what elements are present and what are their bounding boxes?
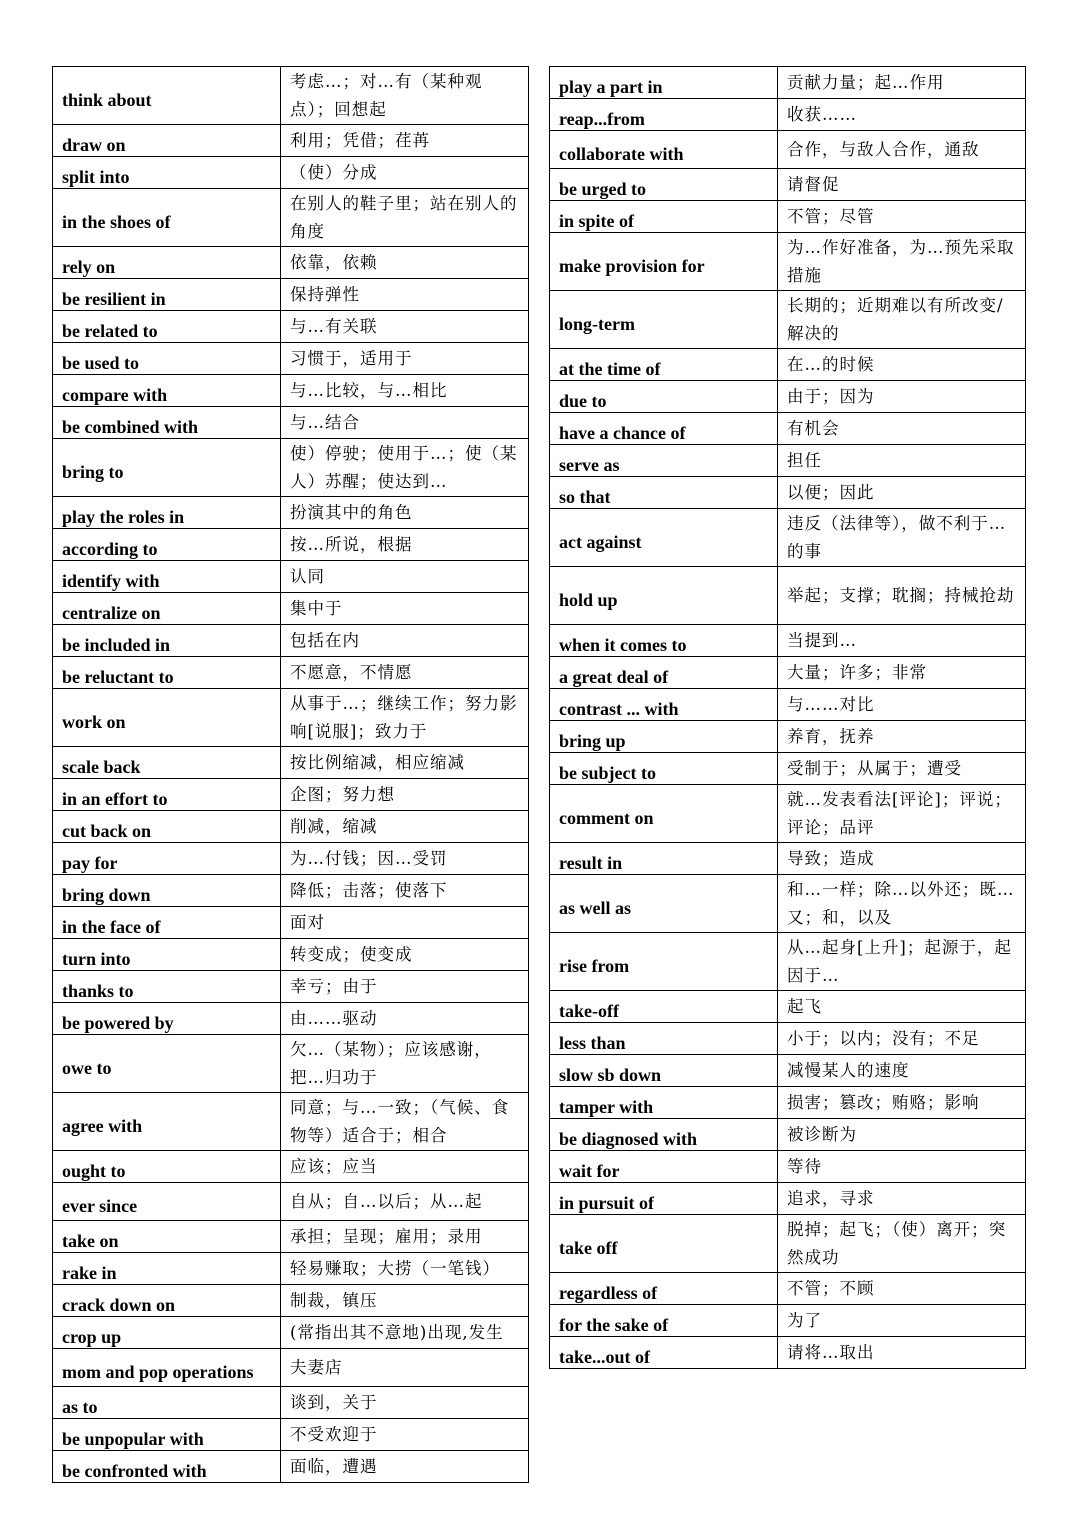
- table-row: [53, 1317, 529, 1349]
- phrase-english: split into: [53, 157, 281, 189]
- phrase-english: when it comes to: [550, 625, 778, 657]
- table-row: [550, 875, 1026, 933]
- phrase-english: rise from: [550, 933, 778, 991]
- table-row: [53, 439, 529, 497]
- phrase-chinese: （使）分成: [281, 157, 529, 189]
- phrase-chinese: 违反（法律等），做不利于…的事: [778, 509, 1026, 567]
- phrase-chinese: 为了: [778, 1305, 1026, 1337]
- phrase-english: as well as: [550, 875, 778, 933]
- phrase-english: due to: [550, 381, 778, 413]
- phrase-chinese: 扮演其中的角色: [281, 497, 529, 529]
- phrase-english: identify with: [53, 561, 281, 593]
- phrase-english: take on: [53, 1221, 281, 1253]
- phrase-chinese: 企图；努力想: [281, 779, 529, 811]
- phrase-english: work on: [53, 689, 281, 747]
- phrase-chinese: 请将…取出: [778, 1337, 1026, 1369]
- phrase-chinese: 保持弹性: [281, 279, 529, 311]
- phrase-chinese: 导致；造成: [778, 843, 1026, 875]
- phrase-english: be used to: [53, 343, 281, 375]
- phrase-chinese: 按…所说，根据: [281, 529, 529, 561]
- phrase-chinese: 轻易赚取；大捞（一笔钱）: [281, 1253, 529, 1285]
- phrase-english: take-off: [550, 991, 778, 1023]
- phrase-english: less than: [550, 1023, 778, 1055]
- table-row: [550, 721, 1026, 753]
- phrase-chinese: 不管；不顾: [778, 1273, 1026, 1305]
- table-row: [550, 1151, 1026, 1183]
- table-row: [550, 131, 1026, 169]
- phrase-english: as to: [53, 1387, 281, 1419]
- table-row: [53, 1003, 529, 1035]
- table-row: [550, 1055, 1026, 1087]
- table-row: [53, 343, 529, 375]
- table-row: [53, 875, 529, 907]
- table-row: [550, 1215, 1026, 1273]
- phrase-chinese: 使）停驶；使用于…；使（某人）苏醒；使达到…: [281, 439, 529, 497]
- phrase-chinese: 面临，遭遇: [281, 1451, 529, 1483]
- table-row: [53, 1151, 529, 1183]
- phrase-english: be resilient in: [53, 279, 281, 311]
- phrase-english: bring to: [53, 439, 281, 497]
- phrase-chinese: 在…的时候: [778, 349, 1026, 381]
- phrase-english: long-term: [550, 291, 778, 349]
- table-row: [53, 811, 529, 843]
- phrase-english: hold up: [550, 567, 778, 625]
- phrase-chinese: 举起；支撑；耽搁；持械抢劫: [778, 567, 1026, 625]
- phrase-chinese: 包括在内: [281, 625, 529, 657]
- vocab-table-left: [52, 66, 529, 1483]
- table-row: [53, 1419, 529, 1451]
- table-row: [53, 657, 529, 689]
- phrase-english: take off: [550, 1215, 778, 1273]
- table-row: [53, 747, 529, 779]
- phrase-english: serve as: [550, 445, 778, 477]
- phrase-chinese: 认同: [281, 561, 529, 593]
- table-row: [53, 689, 529, 747]
- table-row: [550, 843, 1026, 875]
- table-row: [53, 407, 529, 439]
- phrase-english: contrast ... with: [550, 689, 778, 721]
- phrase-chinese: 当提到…: [778, 625, 1026, 657]
- phrase-chinese: 收获……: [778, 99, 1026, 131]
- table-row: [550, 99, 1026, 131]
- phrase-chinese: 由……驱动: [281, 1003, 529, 1035]
- phrase-chinese: 削减，缩减: [281, 811, 529, 843]
- table-row: [53, 907, 529, 939]
- phrase-english: act against: [550, 509, 778, 567]
- phrase-english: take...out of: [550, 1337, 778, 1369]
- table-row: [53, 375, 529, 407]
- phrase-english: for the sake of: [550, 1305, 778, 1337]
- phrase-english: ever since: [53, 1183, 281, 1221]
- vocab-table-right-body: [550, 67, 1026, 1369]
- phrase-chinese: 面对: [281, 907, 529, 939]
- phrase-chinese: 担任: [778, 445, 1026, 477]
- phrase-english: in pursuit of: [550, 1183, 778, 1215]
- table-row: [53, 247, 529, 279]
- phrase-chinese: 减慢某人的速度: [778, 1055, 1026, 1087]
- phrase-english: be urged to: [550, 169, 778, 201]
- phrase-chinese: 降低；击落；使落下: [281, 875, 529, 907]
- table-row: [53, 1183, 529, 1221]
- table-row: [550, 349, 1026, 381]
- phrase-chinese: 从…起身[上升]；起源于，起因于…: [778, 933, 1026, 991]
- phrase-english: play a part in: [550, 67, 778, 99]
- phrase-chinese: 起飞: [778, 991, 1026, 1023]
- vocab-table-right: [549, 66, 1026, 1369]
- phrase-chinese: 受制于；从属于；遭受: [778, 753, 1026, 785]
- phrase-chinese: 小于；以内；没有；不足: [778, 1023, 1026, 1055]
- phrase-english: draw on: [53, 125, 281, 157]
- table-row: [550, 1119, 1026, 1151]
- table-row: [550, 1337, 1026, 1369]
- table-row: [53, 1035, 529, 1093]
- phrase-english: compare with: [53, 375, 281, 407]
- phrase-chinese: 脱掉；起飞；（使）离开；突然成功: [778, 1215, 1026, 1273]
- phrase-english: in an effort to: [53, 779, 281, 811]
- table-row: [53, 497, 529, 529]
- phrase-english: centralize on: [53, 593, 281, 625]
- phrase-chinese: 不管；尽管: [778, 201, 1026, 233]
- phrase-chinese: 幸亏；由于: [281, 971, 529, 1003]
- phrase-chinese: 按比例缩减，相应缩减: [281, 747, 529, 779]
- phrase-english: wait for: [550, 1151, 778, 1183]
- phrase-chinese: 承担；呈现；雇用；录用: [281, 1221, 529, 1253]
- phrase-chinese: 与…结合: [281, 407, 529, 439]
- phrase-english: bring down: [53, 875, 281, 907]
- table-row: [53, 561, 529, 593]
- table-row: [550, 169, 1026, 201]
- phrase-english: be unpopular with: [53, 1419, 281, 1451]
- table-row: [53, 157, 529, 189]
- phrase-english: result in: [550, 843, 778, 875]
- phrase-english: be subject to: [550, 753, 778, 785]
- table-row: [53, 625, 529, 657]
- phrase-chinese: 和…一样；除…以外还；既…又；和，以及: [778, 875, 1026, 933]
- phrase-chinese: 不愿意，不情愿: [281, 657, 529, 689]
- phrase-chinese: 就…发表看法[评论]；评说；评论；品评: [778, 785, 1026, 843]
- table-row: [550, 1087, 1026, 1119]
- phrase-english: be powered by: [53, 1003, 281, 1035]
- phrase-english: crop up: [53, 1317, 281, 1349]
- table-row: [53, 971, 529, 1003]
- table-row: [550, 381, 1026, 413]
- phrase-chinese: 追求，寻求: [778, 1183, 1026, 1215]
- phrase-english: in spite of: [550, 201, 778, 233]
- phrase-chinese: 贡献力量；起…作用: [778, 67, 1026, 99]
- phrase-english: pay for: [53, 843, 281, 875]
- phrase-english: in the shoes of: [53, 189, 281, 247]
- phrase-english: be confronted with: [53, 1451, 281, 1483]
- table-row: [53, 593, 529, 625]
- phrase-english: be related to: [53, 311, 281, 343]
- table-row: [550, 657, 1026, 689]
- phrase-english: slow sb down: [550, 1055, 778, 1087]
- phrase-chinese: 夫妻店: [281, 1349, 529, 1387]
- phrase-chinese: 请督促: [778, 169, 1026, 201]
- table-row: [550, 1273, 1026, 1305]
- table-row: [53, 1387, 529, 1419]
- phrase-english: owe to: [53, 1035, 281, 1093]
- phrase-chinese: 转变成；使变成: [281, 939, 529, 971]
- table-row: [550, 477, 1026, 509]
- vocab-table-left-body: [53, 67, 529, 1483]
- table-row: [53, 125, 529, 157]
- phrase-chinese: 由于；因为: [778, 381, 1026, 413]
- phrase-chinese: 谈到，关于: [281, 1387, 529, 1419]
- table-row: [53, 189, 529, 247]
- phrase-english: so that: [550, 477, 778, 509]
- phrase-chinese: 合作，与敌人合作，通敌: [778, 131, 1026, 169]
- table-row: [550, 991, 1026, 1023]
- table-row: [550, 1305, 1026, 1337]
- phrase-english: mom and pop operations: [53, 1349, 281, 1387]
- phrase-english: ought to: [53, 1151, 281, 1183]
- table-row: [550, 933, 1026, 991]
- phrase-english: crack down on: [53, 1285, 281, 1317]
- phrase-chinese: 与……对比: [778, 689, 1026, 721]
- phrase-chinese: 长期的；近期难以有所改变/解决的: [778, 291, 1026, 349]
- table-row: [53, 939, 529, 971]
- phrase-english: scale back: [53, 747, 281, 779]
- phrase-chinese: 有机会: [778, 413, 1026, 445]
- table-row: [53, 529, 529, 561]
- phrase-chinese: 同意；与…一致；（气候、食物等）适合于；相合: [281, 1093, 529, 1151]
- table-row: [550, 233, 1026, 291]
- phrase-english: comment on: [550, 785, 778, 843]
- phrase-english: be included in: [53, 625, 281, 657]
- phrase-english: agree with: [53, 1093, 281, 1151]
- table-row: [550, 413, 1026, 445]
- phrase-english: be diagnosed with: [550, 1119, 778, 1151]
- table-row: [550, 291, 1026, 349]
- table-row: [53, 1285, 529, 1317]
- phrase-english: play the roles in: [53, 497, 281, 529]
- table-row: [550, 509, 1026, 567]
- phrase-english: regardless of: [550, 1273, 778, 1305]
- phrase-english: according to: [53, 529, 281, 561]
- table-row: [53, 279, 529, 311]
- phrase-english: reap...from: [550, 99, 778, 131]
- table-row: [53, 1451, 529, 1483]
- phrase-chinese: 养育，抚养: [778, 721, 1026, 753]
- phrase-english: thanks to: [53, 971, 281, 1003]
- table-row: [53, 1093, 529, 1151]
- phrase-english: in the face of: [53, 907, 281, 939]
- table-row: [550, 753, 1026, 785]
- table-row: [53, 1221, 529, 1253]
- phrase-chinese: 等待: [778, 1151, 1026, 1183]
- table-row: [53, 67, 529, 125]
- table-row: [550, 445, 1026, 477]
- table-row: [53, 1349, 529, 1387]
- phrase-chinese: 大量；许多；非常: [778, 657, 1026, 689]
- phrase-chinese: 与…有关联: [281, 311, 529, 343]
- phrase-english: turn into: [53, 939, 281, 971]
- phrase-chinese: 从事于…；继续工作；努力影响[说服]；致力于: [281, 689, 529, 747]
- phrase-chinese: 应该；应当: [281, 1151, 529, 1183]
- table-row: [550, 689, 1026, 721]
- phrase-chinese: 自从；自…以后；从…起: [281, 1183, 529, 1221]
- phrase-english: bring up: [550, 721, 778, 753]
- phrase-chinese: 与…比较，与…相比: [281, 375, 529, 407]
- phrase-chinese: 损害；篡改；贿赂；影响: [778, 1087, 1026, 1119]
- phrase-english: rake in: [53, 1253, 281, 1285]
- phrase-chinese: 集中于: [281, 593, 529, 625]
- phrase-english: tamper with: [550, 1087, 778, 1119]
- phrase-chinese: 为…付钱；因…受罚: [281, 843, 529, 875]
- table-row: [53, 843, 529, 875]
- phrase-chinese: 欠…（某物）；应该感谢，把…归功于: [281, 1035, 529, 1093]
- phrase-english: collaborate with: [550, 131, 778, 169]
- phrase-english: be combined with: [53, 407, 281, 439]
- phrase-english: make provision for: [550, 233, 778, 291]
- table-row: [550, 785, 1026, 843]
- phrase-chinese: 习惯于，适用于: [281, 343, 529, 375]
- phrase-english: have a chance of: [550, 413, 778, 445]
- phrase-chinese: 不受欢迎于: [281, 1419, 529, 1451]
- phrase-chinese: (常指出其不意地)出现,发生: [281, 1317, 529, 1349]
- phrase-english: a great deal of: [550, 657, 778, 689]
- phrase-english: rely on: [53, 247, 281, 279]
- phrase-chinese: 依靠，依赖: [281, 247, 529, 279]
- table-row: [53, 779, 529, 811]
- phrase-chinese: 制裁，镇压: [281, 1285, 529, 1317]
- table-row: [550, 201, 1026, 233]
- table-row: [550, 1183, 1026, 1215]
- phrase-english: at the time of: [550, 349, 778, 381]
- table-row: [550, 567, 1026, 625]
- phrase-chinese: 以便；因此: [778, 477, 1026, 509]
- phrase-chinese: 为…作好准备，为…预先采取措施: [778, 233, 1026, 291]
- phrase-chinese: 被诊断为: [778, 1119, 1026, 1151]
- phrase-english: think about: [53, 67, 281, 125]
- table-row: [53, 311, 529, 343]
- phrase-english: be reluctant to: [53, 657, 281, 689]
- phrase-chinese: 考虑…；对…有（某种观点）；回想起: [281, 67, 529, 125]
- phrase-english: cut back on: [53, 811, 281, 843]
- table-row: [53, 1253, 529, 1285]
- phrase-chinese: 利用；凭借；荏苒: [281, 125, 529, 157]
- table-row: [550, 67, 1026, 99]
- table-row: [550, 1023, 1026, 1055]
- table-row: [550, 625, 1026, 657]
- phrase-chinese: 在别人的鞋子里；站在别人的角度: [281, 189, 529, 247]
